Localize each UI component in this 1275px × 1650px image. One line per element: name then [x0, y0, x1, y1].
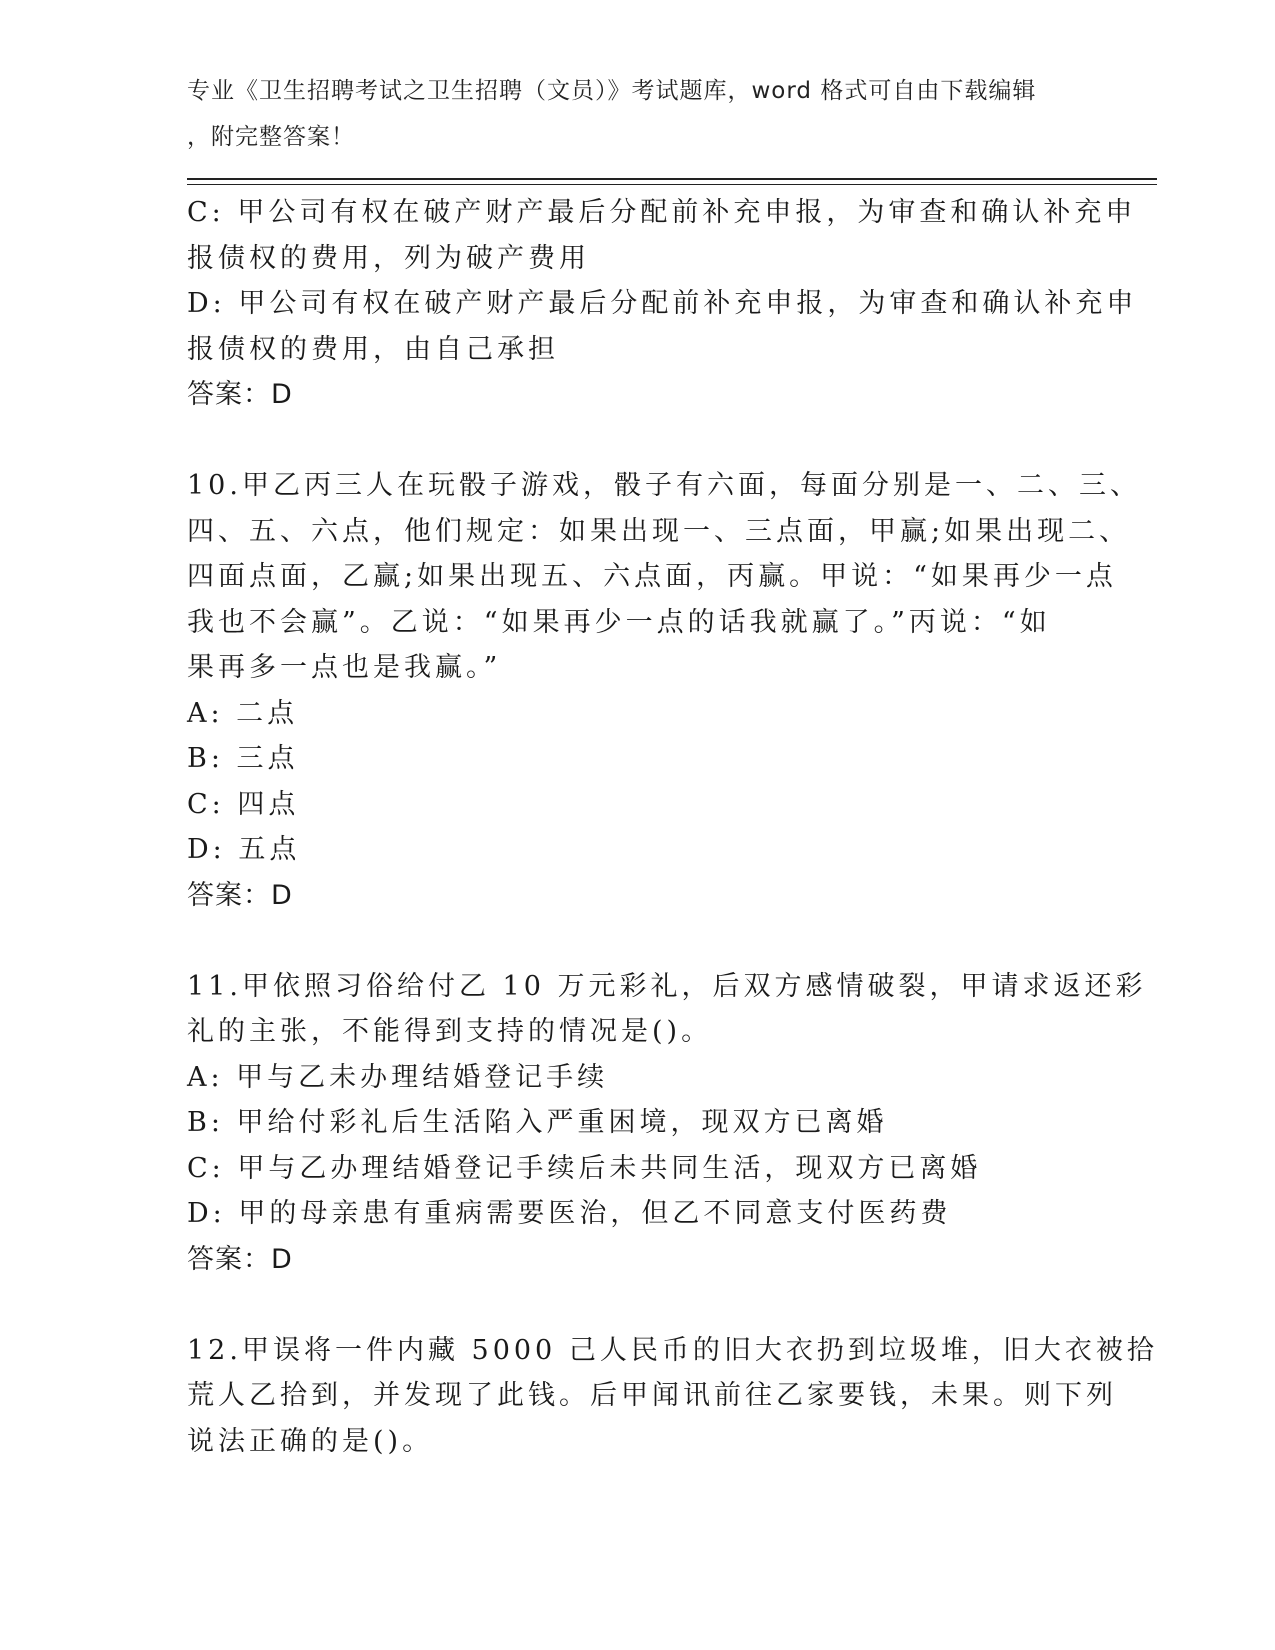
header-divider-thin — [187, 184, 1157, 185]
question-stem: 四面点面，乙赢;如果出现五、六点面，丙赢。甲说：“如果再少一点 — [187, 561, 1117, 592]
option-d-continued: 报债权的费用，由自己承担 — [187, 333, 559, 365]
question-stem: 礼的主张，不能得到支持的情况是()。 — [187, 1016, 713, 1047]
document-body — [187, 190, 1158, 1464]
option-a: A: 甲与乙未办理结婚登记手续 — [187, 1061, 609, 1093]
spacer — [187, 418, 1087, 464]
option-a: A: 二点 — [187, 697, 299, 729]
question-stem: 四、五、六点，他们规定：如果出现一、三点面，甲赢;如果出现二、 — [187, 515, 1131, 547]
option-d: D: 甲的母亲患有重病需要医治，但乙不同意支付医药费 — [187, 1198, 952, 1229]
option-d: D: 甲公司有权在破产财产最后分配前补充申报，为审查和确认补充申 — [187, 288, 1138, 319]
question-stem: 10.甲乙丙三人在玩骰子游戏，骰子有六面，每面分别是一、二、三、 — [187, 470, 1141, 501]
spacer — [187, 918, 1087, 964]
option-c: C: 甲公司有权在破产财产最后分配前补充申报，为审查和确认补充申 — [187, 197, 1137, 228]
page-header — [187, 74, 1067, 165]
question-stem: 12.甲误将一件内藏 5000 己人民币的旧大衣扔到垃圾堆，旧大衣被拾 — [187, 1334, 1158, 1366]
question-stem: 说法正确的是()。 — [187, 1425, 434, 1457]
header-line: 专业《卫生招聘考试之卫生招聘（文员）》考试题库，word 格式可自由下载编辑 — [187, 78, 1037, 104]
spacer — [187, 1282, 1087, 1328]
answer-line: 答案：D — [187, 1243, 293, 1275]
answer-line: 答案：D — [187, 379, 293, 410]
question-previous — [187, 190, 1138, 418]
option-c: C: 四点 — [187, 788, 300, 820]
option-c: C: 甲与乙办理结婚登记手续后未共同生活，现双方已离婚 — [187, 1152, 982, 1184]
option-b: B: 甲给付彩礼后生活陷入严重困境，现双方已离婚 — [187, 1107, 888, 1138]
question-stem: 荒人乙拾到，并发现了此钱。后甲闻讯前往乙家要钱，未果。则下列 — [187, 1380, 1117, 1411]
option-c-continued: 报债权的费用，列为破产费用 — [187, 242, 590, 274]
question-stem: 我也不会赢”。乙说：“如果再少一点的话我就赢了。”丙说：“如 — [187, 606, 1051, 638]
question-10 — [187, 463, 1141, 918]
question-12 — [187, 1328, 1158, 1465]
header-line: ，附完整答案！ — [187, 123, 355, 150]
question-stem: 11.甲依照习俗给付乙 10 万元彩礼，后双方感情破裂，甲请求返还彩 — [187, 970, 1147, 1002]
answer-line: 答案：D — [187, 879, 293, 911]
option-d: D: 五点 — [187, 834, 301, 865]
option-b: B: 三点 — [187, 743, 299, 774]
question-11 — [187, 964, 1147, 1283]
question-stem: 果再多一点也是我赢。” — [187, 652, 502, 683]
header-divider-thick — [187, 178, 1157, 180]
